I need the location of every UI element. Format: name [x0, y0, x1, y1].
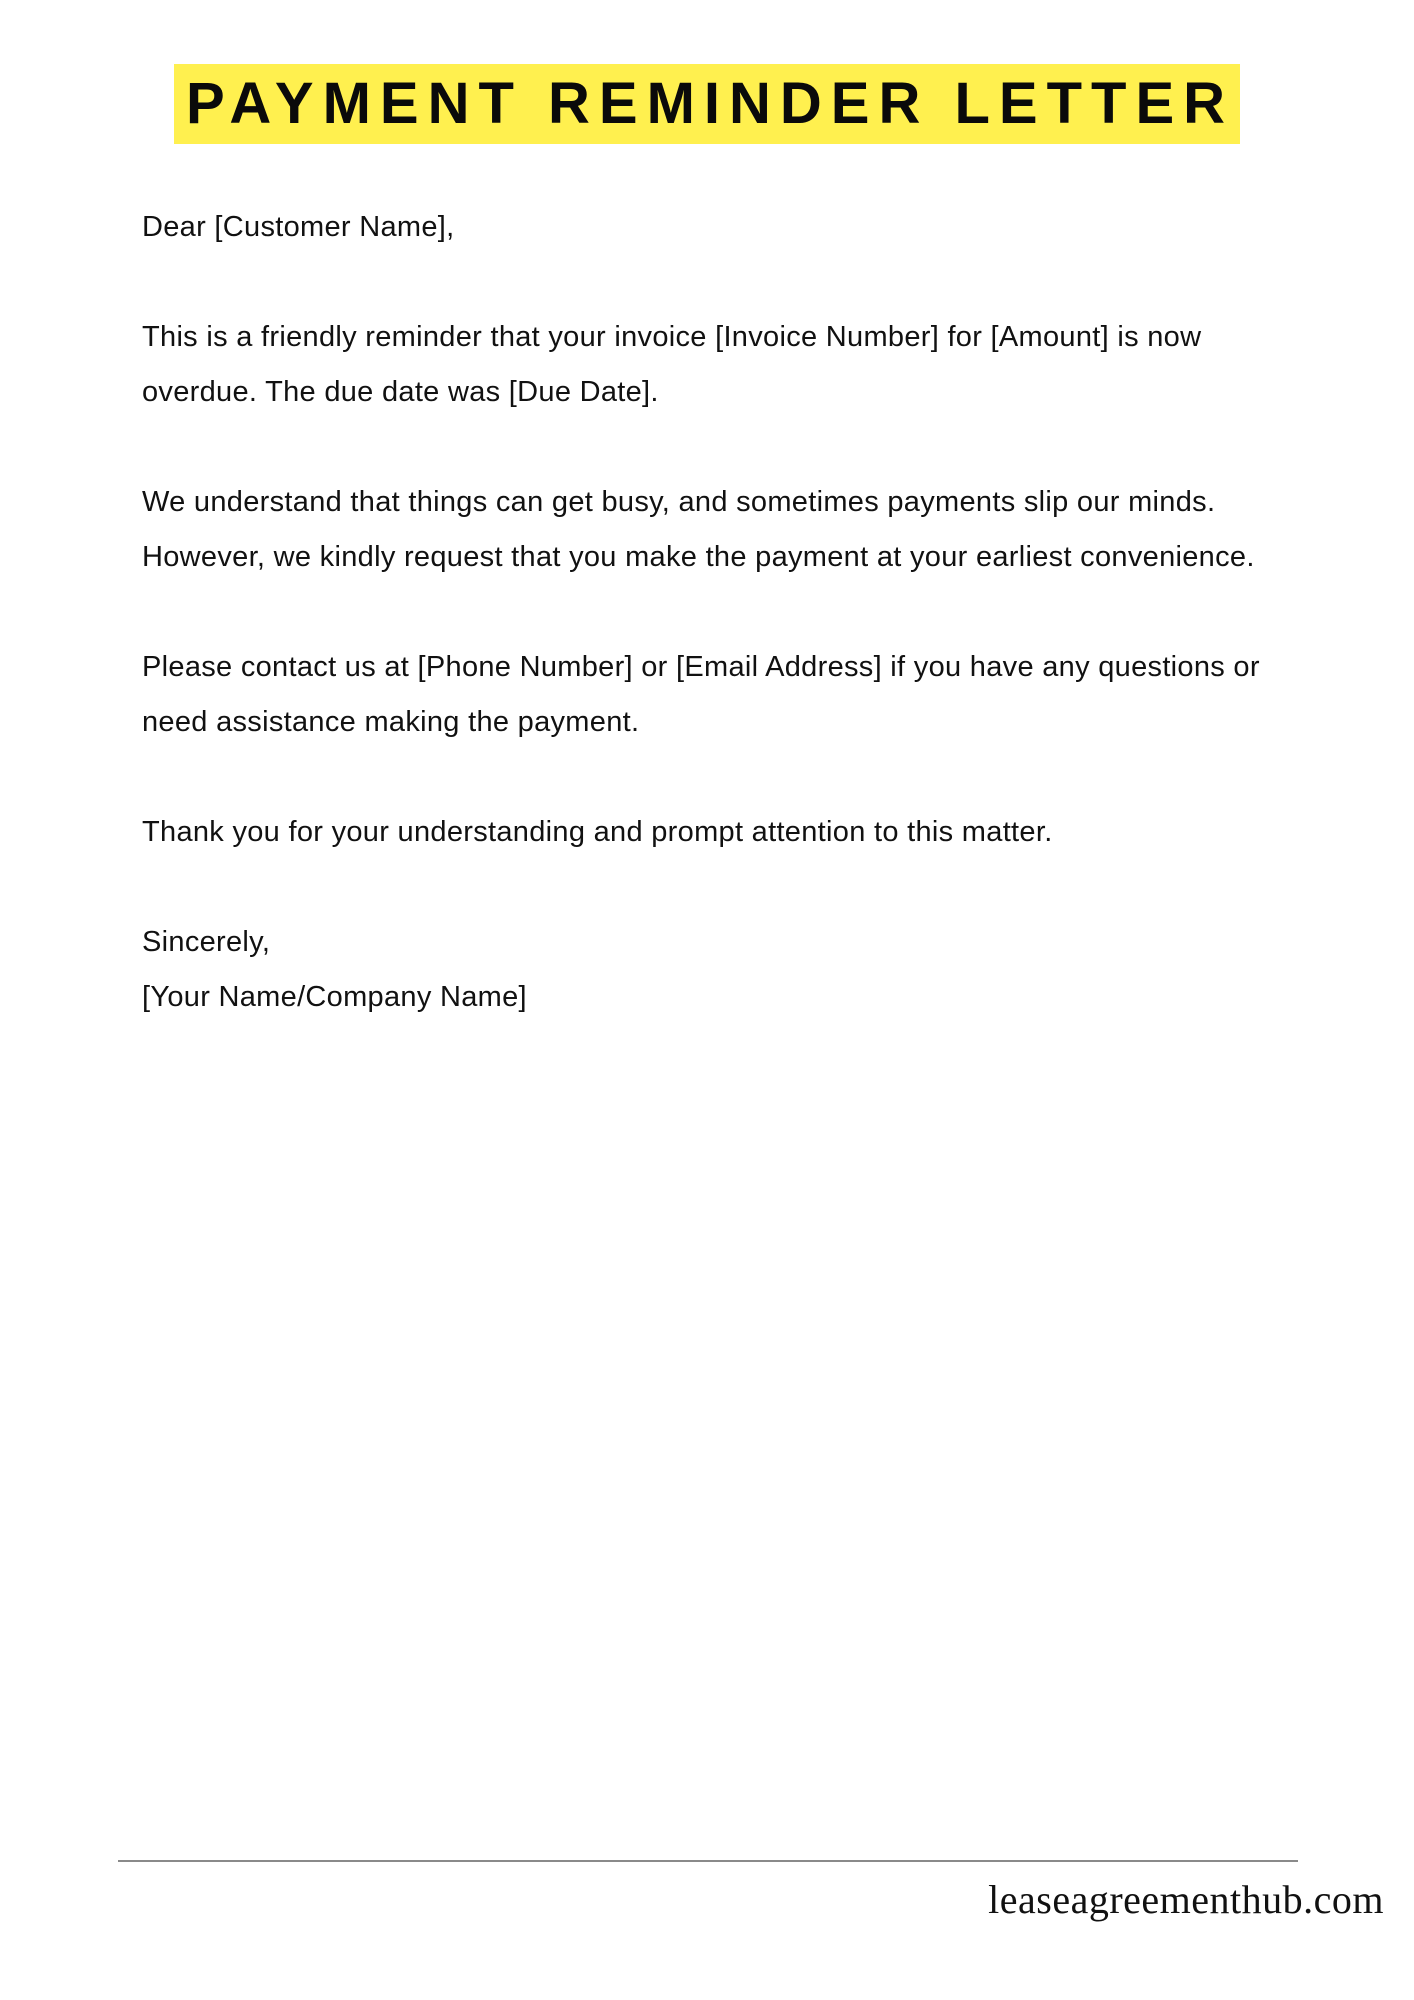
letter-paragraph-1: This is a friendly reminder that your invoice [Invoice Number] for [Amount] is now overdue. The due date was [Due Date]. [142, 321, 1202, 408]
title-container [0, 64, 1414, 144]
letter-paragraph-2: We understand that things can get busy, and sometimes payments slip our minds. However, we kindly request that you make the payment at your earliest convenience. [142, 486, 1255, 573]
footer-divider [118, 1860, 1298, 1862]
letter-paragraph-4: Thank you for your understanding and prompt attention to this matter. [142, 816, 1053, 848]
letter-greeting: Dear [Customer Name], [142, 211, 455, 243]
letter-closing: Sincerely, [142, 926, 271, 958]
letter-signature: [Your Name/Company Name] [142, 981, 527, 1013]
page-title: PAYMENT REMINDER LETTER [174, 64, 1240, 144]
letter-paragraph-3: Please contact us at [Phone Number] or [Email Address] if you have any questions or need assistance making the payment. [142, 651, 1260, 738]
letter-body [142, 200, 1302, 1025]
footer-site-name: leaseagreementhub.com [988, 1877, 1384, 1922]
